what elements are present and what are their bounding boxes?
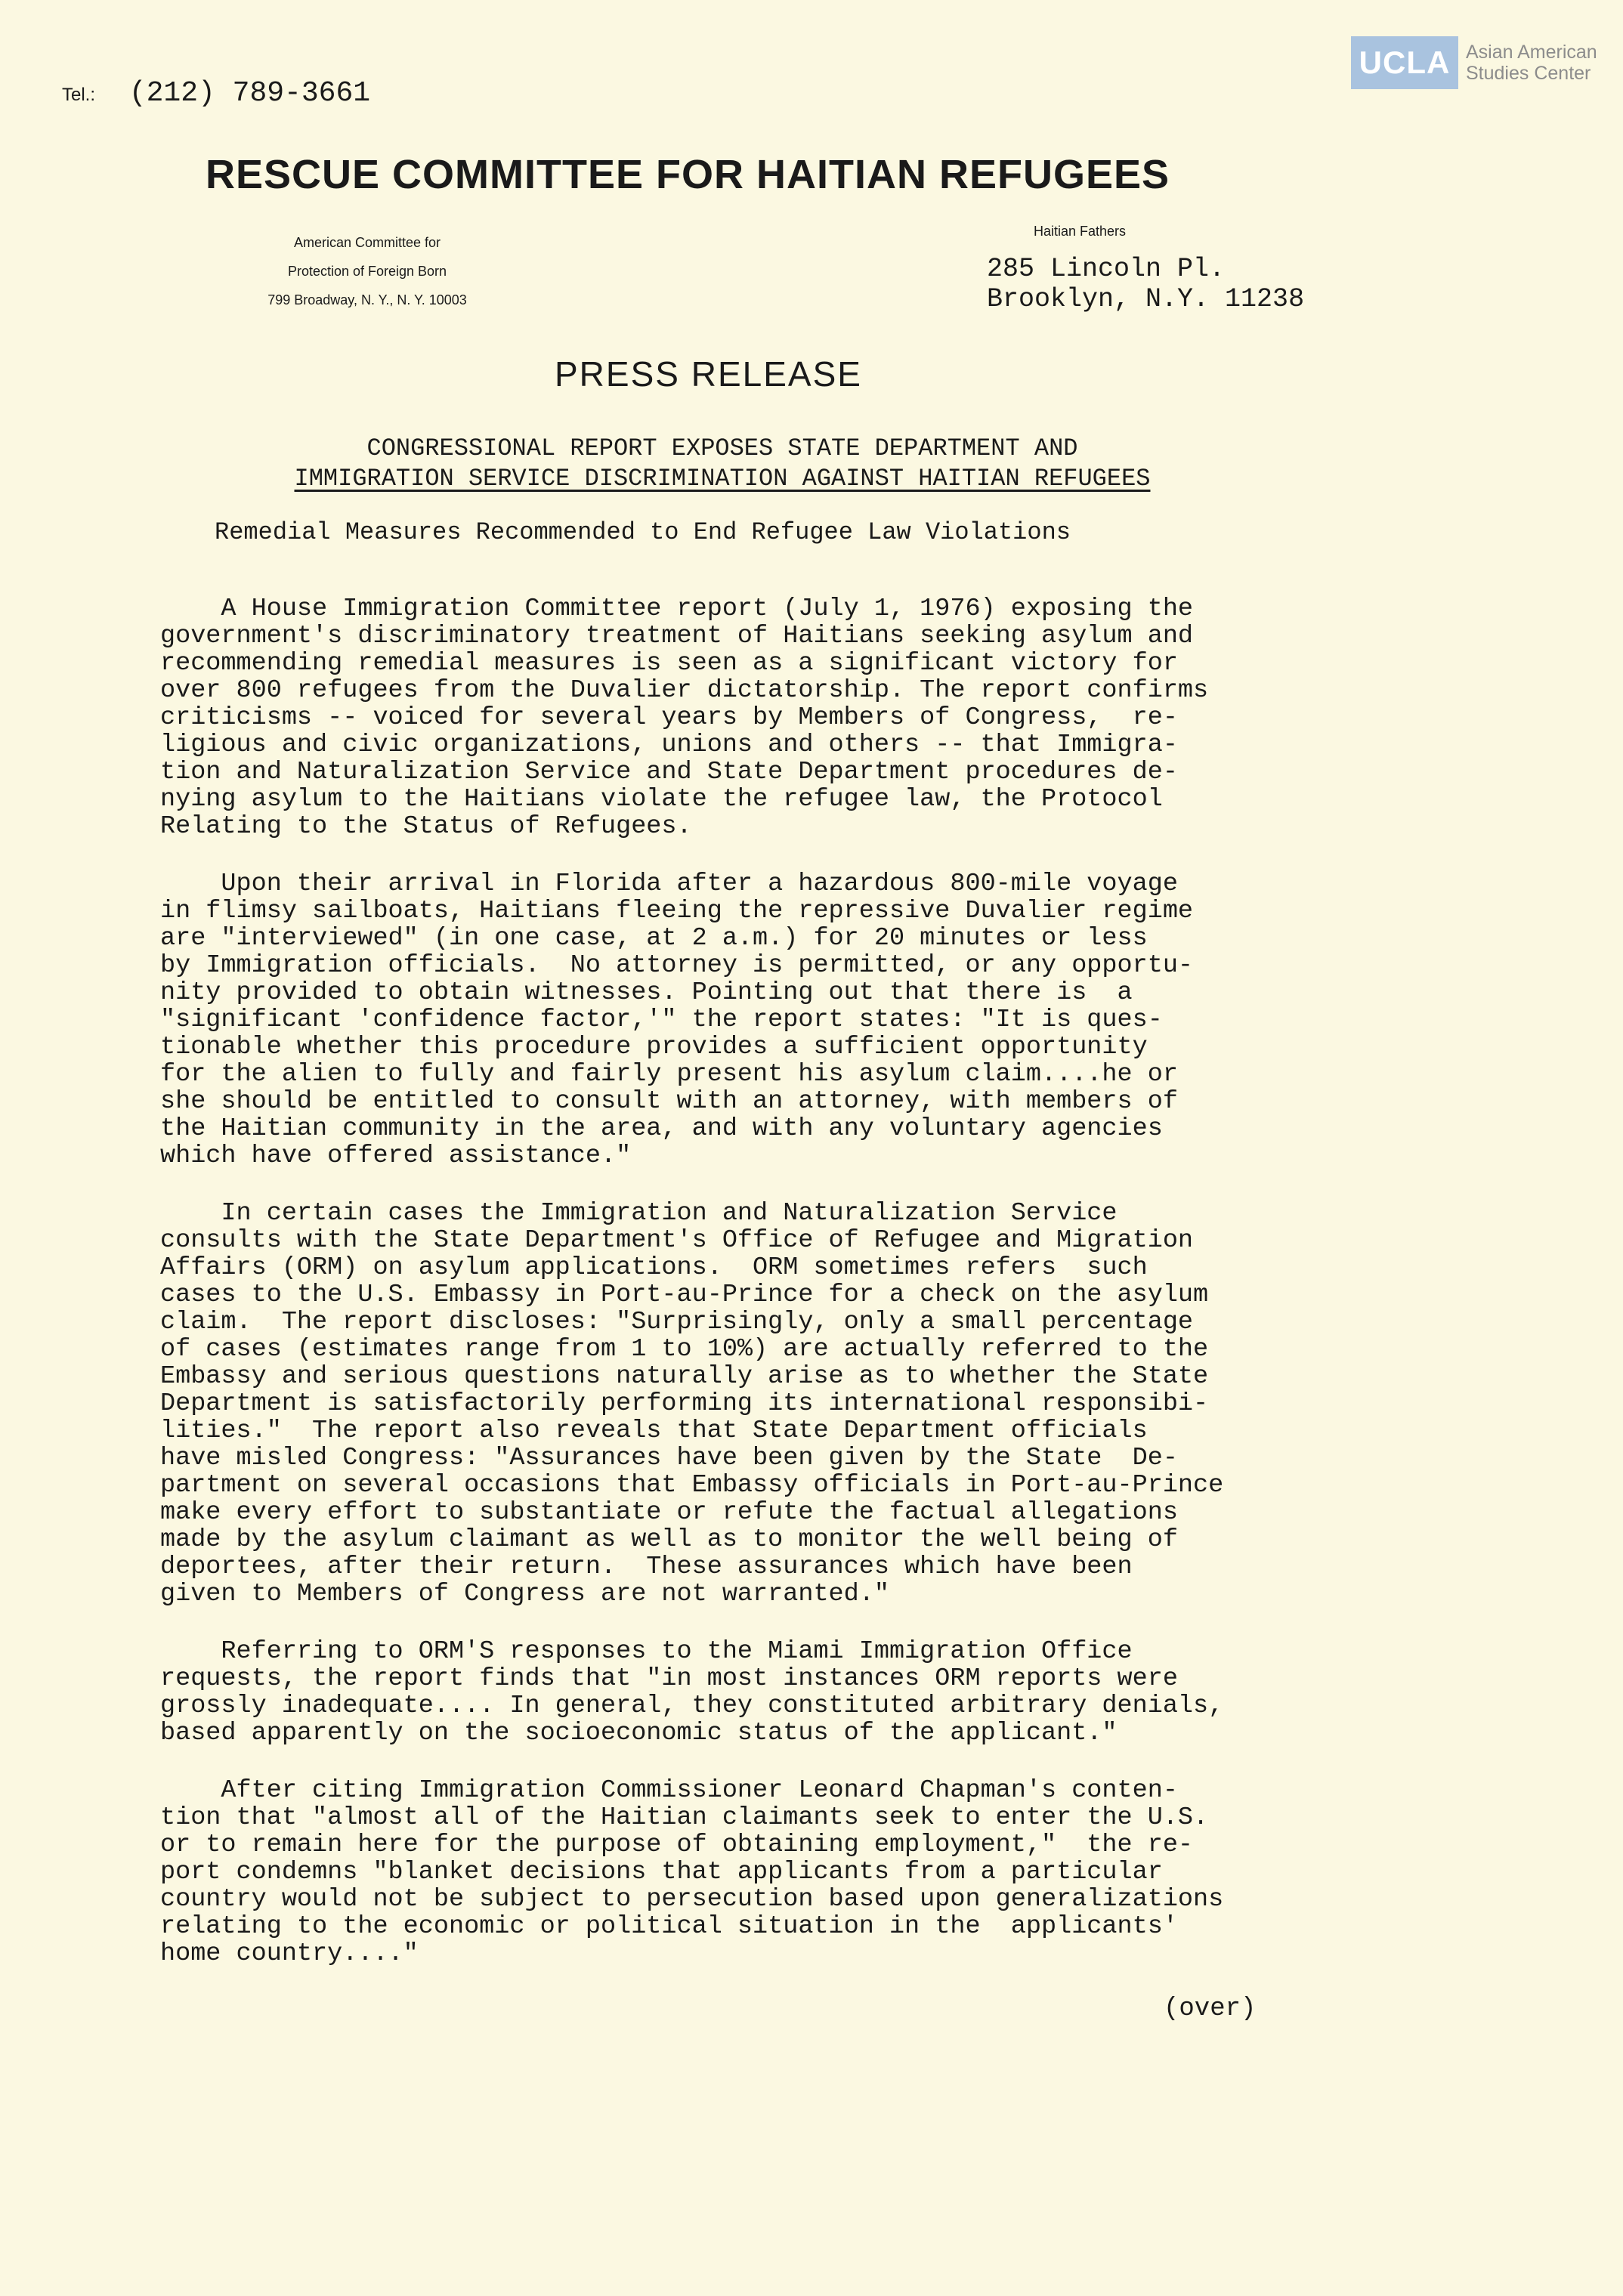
paragraph-5: After citing Immigration Commissioner Leonard Chapman's conten- tion that "almost all of the Haitian claimants seek to enter the U.S. or to remain here for the purpose of obtaining employment," the re- port condemns "blanket decisions that applicants from a particular country would not be subject to persecution based upon generalizations relating to the economic or political situation in the applicants' home country...." — [160, 1776, 1224, 1968]
left-affiliation-line-1: American Committee for — [293, 235, 441, 250]
headline-line-2: IMMIGRATION SERVICE DISCRIMINATION AGAINST HAITIAN REFUGEES — [294, 465, 1151, 493]
left-affiliation — [209, 228, 526, 314]
paragraph-2: Upon their arrival in Florida after a hazardous 800-mile voyage in flimsy sailboats, Haitians fleeing the repressive Duvalier regime are "interviewed" (in one case, at 2 a.m.) for 20 minutes or less by Immigration officials. No attorney is permitted, or any opportu- nity provided to obtain witnesses. Pointing out that there is a "significant 'confidence factor,'" the report states: "It is ques- tionable whether this procedure provides a sufficient opportunity for the alien to fully and fairly present his asylum claim....he or she should be entitled to consult with an attorney, with members of the Haitian community in the area, and with any voluntary agencies which have offered assistance." — [160, 870, 1194, 1170]
center-name — [1466, 42, 1597, 84]
right-address-line-2: Brooklyn, N.Y. 11238 — [987, 284, 1305, 314]
subheadline: Remedial Measures Recommended to End Refugee Law Violations — [215, 518, 1071, 546]
right-address — [987, 254, 1304, 314]
ucla-logo — [1351, 36, 1597, 89]
headline — [209, 434, 1236, 494]
center-line-1: Asian American — [1466, 42, 1597, 63]
right-affiliation-label: Haitian Fathers — [1034, 224, 1127, 239]
tel-label: Tel.: — [62, 85, 96, 105]
center-line-2: Studies Center — [1466, 63, 1591, 84]
paragraph-4: Referring to ORM'S responses to the Miami Immigration Office requests, the report finds that "in most instances ORM reports were grossly inadequate.... In general, they constituted arbitrary denials, based apparently on the socioeconomic status of the applicant." — [160, 1637, 1224, 1747]
body-text — [160, 595, 1369, 1998]
paragraph-1: A House Immigration Committee report (July 1, 1976) exposing the government's discriminatory treatment of Haitians seeking asylum and recommending remedial measures is seen as a significant victory for over 800 refugees from the Duvalier dictatorship. The report confirms criticisms -- voiced for several years by Members of Congress, re- ligious and civic organizations, unions and others -- that Immigra- tion and Naturalization Service and State Department procedures de- nying asylum to the Haitians violate the refugee law, the Protocol Relating to the Status of Refugees. — [160, 595, 1209, 841]
left-affiliation-line-2: Protection of Foreign Born — [287, 264, 447, 279]
tel-number: (212) 789-3661 — [128, 77, 371, 110]
paragraph-3: In certain cases the Immigration and Naturalization Service consults with the State Department's Office of Refugee and Migration Affairs (ORM) on asylum applications. ORM sometimes refers such cases to the U.S. Embassy in Port-au-Prince for a check on the asylum claim. The report discloses: "Surprisingly, only a small percentage of cases (estimates range from 1 to 10%) are actually referred to the Embassy and serious questions naturally arise as to whether the State Department is satisfactorily performing its international responsibi- lities." The report also reveals that State Department officials have misled Congress: "Assurances have been given by the State De- partment on several occasions that Embassy officials in Port-au-Prince make every effort to substantiate or refute the factual allegations made by the asylum claimant as well as to monitor the well being of deportees, after their return. These assurances which have been given to Members of Congress are not warranted." — [160, 1199, 1224, 1608]
telephone — [62, 77, 370, 110]
press-release-label: PRESS RELEASE — [555, 354, 862, 394]
headline-line-1: CONGRESSIONAL REPORT EXPOSES STATE DEPARTMENT AND — [366, 434, 1078, 462]
right-address-line-1: 285 Lincoln Pl. — [987, 254, 1226, 284]
left-affiliation-line-3: 799 Broadway, N. Y., N. Y. 10003 — [267, 292, 467, 307]
over-note: (over) — [1164, 1995, 1257, 2023]
organization-name: RESCUE COMMITTEE FOR HAITIAN REFUGEES — [206, 152, 1170, 197]
ucla-badge: UCLA — [1351, 36, 1458, 89]
